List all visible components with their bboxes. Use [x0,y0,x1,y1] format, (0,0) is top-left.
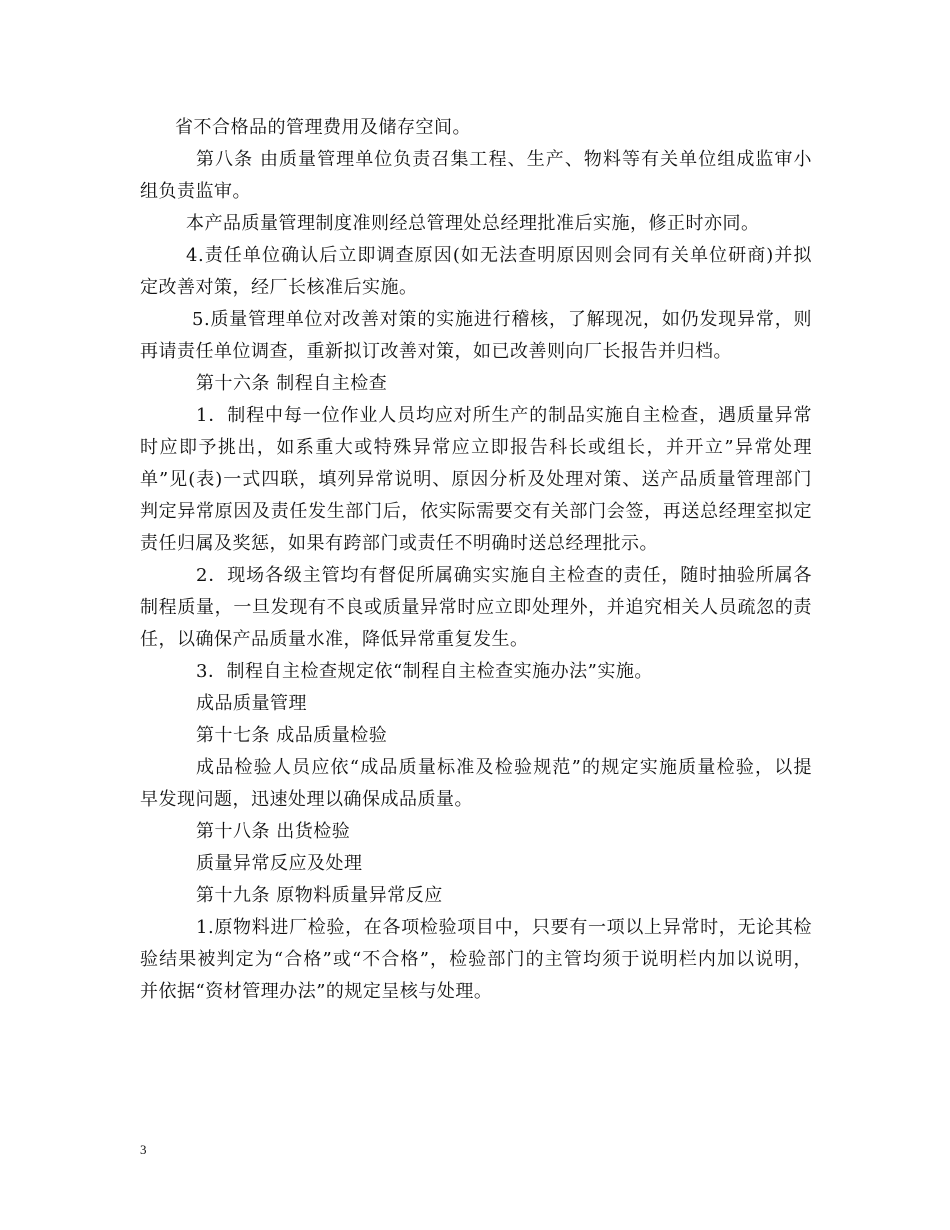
section-heading: 质量异常反应及处理 [196,853,363,874]
text-line: 制程质量，一旦发现有不良或质量异常时应立即处理外，并追究相关人员疏忽的责 [140,597,812,618]
text-line: 再请责任单位调查，重新拟订改善对策，如已改善则向厂长报告并归档。 [140,341,732,362]
document-body [140,112,812,1008]
text-line: 定改善对策，经厂长核准后实施。 [140,277,418,298]
page-number: 3 [140,1142,147,1157]
text-line: 组负责监审。 [140,181,251,202]
text-line: 并依据“资材管理办法”的规定呈核与处理。 [140,981,493,1002]
section-heading: 第十六条 制程自主检查 [196,373,388,394]
text-line: 时应即予挑出，如系重大或特殊异常应立即报告科长或组长，并开立”异常处理 [140,437,812,458]
section-heading: 第十九条 原物料质量异常反应 [196,885,443,906]
text-line: 第八条 由质量管理单位负责召集工程、生产、物料等有关单位组成监审小 [196,149,812,170]
text-line: 判定异常原因及责任发生部门后，依实际需要交有关部门会签，再送总经理室拟定 [140,501,812,522]
text-line: 1.原物料进厂检验，在各项检验项目中，只要有一项以上异常时，无论其检 [196,917,812,938]
text-line: 本产品质量管理制度准则经总管理处总经理批准后实施，修正时亦同。 [186,213,760,234]
text-line: 省不合格品的管理费用及储存空间。 [175,117,471,138]
text-line: 单”见(表)一式四联，填列异常说明、原因分析及处理对策、送产品质量管理部门 [140,469,812,490]
section-heading: 成品质量管理 [196,693,307,714]
text-line: 责任归属及奖惩，如果有跨部门或责任不明确时送总经理批示。 [140,533,658,554]
text-line: 5.质量管理单位对改善对策的实施进行稽核，了解现况，如仍发现异常，则 [192,309,812,330]
text-line: 2．现场各级主管均有督促所属确实实施自主检查的责任，随时抽验所属各 [196,565,812,586]
text-line: 3．制程自主检查规定依“制程自主检查实施办法”实施。 [196,661,653,682]
text-line: 早发现问题，迅速处理以确保成品质量。 [140,789,473,810]
section-heading: 第十八条 出货检验 [196,821,351,842]
text-line: 4.责任单位确认后立即调查原因(如无法查明原因则会同有关单位研商)并拟 [186,245,812,266]
section-heading: 第十七条 成品质量检验 [196,725,388,746]
text-line: 成品检验人员应依“成品质量标准及检验规范”的规定实施质量检验，以提 [196,757,812,778]
text-line: 任，以确保产品质量水准，降低异常重复发生。 [140,629,529,650]
text-line: 1．制程中每一位作业人员均应对所生产的制品实施自主检查，遇质量异常 [196,405,812,426]
text-line: 验结果被判定为“合格”或“不合格”，检验部门的主管均须于说明栏内加以说明， [140,949,812,970]
